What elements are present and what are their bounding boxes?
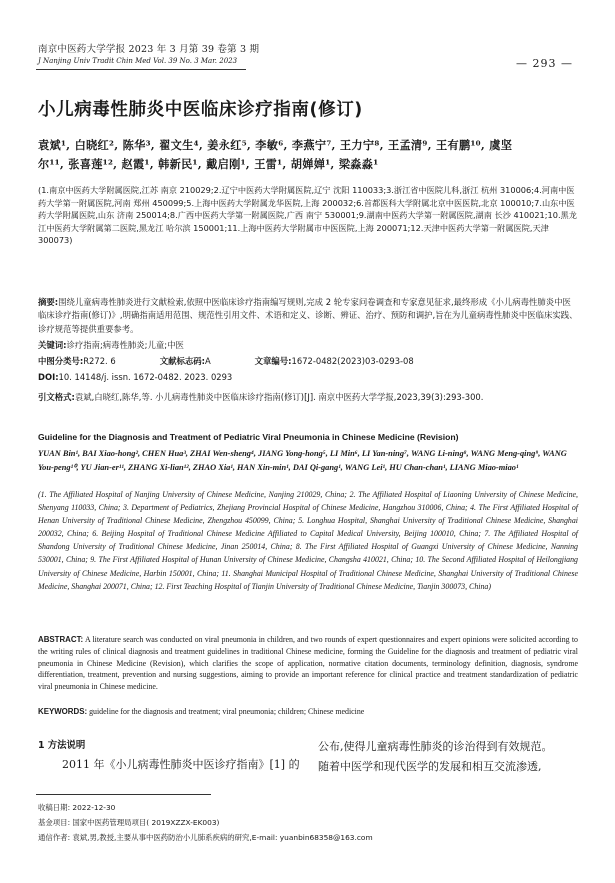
journal-header-cn: 南京中医药大学学报 2023 年 3 月第 39 卷第 3 期 bbox=[38, 44, 260, 55]
citation-label: 引文格式: bbox=[38, 392, 75, 402]
citation-format bbox=[38, 390, 578, 404]
clc-label: 中图分类号: bbox=[38, 356, 84, 366]
keywords-en-label: KEYWORDS: bbox=[38, 707, 88, 716]
doi-value[interactable]: 10. 14148/j. issn. 1672-0482. 2023. 0293 bbox=[58, 372, 233, 382]
author-line-2: 尔¹¹, 张喜莲¹², 赵霞¹, 韩新民¹, 戴启刚¹, 王雷¹, 胡婵婵¹, 梁淼淼¹ bbox=[38, 156, 379, 171]
section-heading: 1 方法说明 bbox=[38, 740, 86, 751]
affiliations-cn: (1.南京中医药大学附属医院,江苏 南京 210029;2.辽宁中医药大学附属医院,辽宁 沈阳 110033;3.浙江省中医院儿科,浙江 杭州 310006;4.河南中医药大学第一附属医院,河南 郑州 450099;5.上海中医药大学附属龙华医院,上海 200032;6.首都医科大学附属北京中医医院,北京 100010;7.山东中医药大学附属医院,山东 济南 250014;8.广西中医药大学第一附属医院,广西 南宁 530001;9.湖南中医药大学第一附属医院,湖南 长沙 410021;10.黑龙江中医药大学附属第二医院,黑龙江 哈尔滨 150001;11.上海中医药大学附属市中医医院,上海 200071;12.天津中医药大学第一附属医院,天津 300073) bbox=[38, 185, 577, 246]
clc-value: R272. 6 bbox=[83, 356, 116, 366]
affiliations-en: (1. The Affiliated Hospital of Nanjing University of Chinese Medicine, Nanjing 210029, China; 2. The Affiliated Hospital of Liaoning University of Chinese Medicine, Shenyang 110033, China; 3. Department of Pediatrics, Zhejiang Provincial Hospital of Chinese Medicine, Hangzhou 310006, China; 4. The First Affiliated Hospital of Henan University of Traditional Chinese Medicine, Zhengzhou 450099, China; 5. Longhua Hospital, Shanghai University of Traditional Chinese Medicine, Shanghai 200032, China; 6. Beijing Hospital of Traditional Chinese Medicine Affiliated to Capital Medical University, Beijing 100010, China; 7. The Affiliated Hospital of Shandong University of Traditional Chinese Medicine, Jinan 250014, China; 8. The First Affiliated Hospital of Guangxi University of Chinese Medicine, Nanning 530001, China; 9. The First Affiliated Hospital of Hunan University of Chinese Medicine, Changsha 410021, China; 10. The Second Affiliated Hospital of Heilongjiang University of Chinese Medicine, Harbin 150001, China; 11. Shanghai Municipal Hospital of Traditional Chinese Medicine, Shanghai University of Traditional Chinese Medicine, Shanghai 200071, China; 12. First Teaching Hospital of Tianjin University of Traditional Chinese Medicine, Tianjin 300073, China) bbox=[38, 490, 578, 591]
citation-text: 袁斌,白晓红,陈华,等. 小儿病毒性肺炎中医临床诊疗指南(修订)[J]. 南京中医药大学学报,2023,39(3):293-300. bbox=[74, 392, 484, 402]
body-text-left: 2011 年《小儿病毒性肺炎中医诊疗指南》[1] 的 bbox=[62, 758, 300, 771]
header-rule bbox=[36, 69, 246, 70]
article-title: 小儿病毒性肺炎中医临床诊疗指南(修订) bbox=[38, 100, 363, 120]
keywords-en bbox=[38, 707, 578, 716]
doi-label: DOI: bbox=[38, 372, 59, 382]
abstract-cn-text: 围绕儿童病毒性肺炎进行文献检索,依照中医临床诊疗指南编写规则,完成 2 轮专家问卷调查和专家意见征求,最终形成《小儿病毒性肺炎中医临床诊疗指南(修订)》,明确指南适用范围、规范性引用文件、术语和定义、诊断、辨证、治疗、预防和调护,旨在为儿童病毒性肺炎中医临床实践、诊疗规范等提供重要参考。 bbox=[38, 297, 578, 334]
footnote-received: 收稿日期: 2022-12-30 bbox=[38, 803, 116, 812]
article-title-en: Guideline for the Diagnosis and Treatment of Pediatric Viral Pneumonia in Chinese Medicine (Revision) bbox=[38, 432, 459, 442]
article-number-label: 文章编号: bbox=[254, 356, 292, 366]
body-text-right bbox=[318, 737, 580, 777]
footnote-rule bbox=[36, 794, 211, 795]
body-right-line-2: 随着中医学和现代医学的发展和相互交流渗透, bbox=[318, 760, 542, 773]
keywords-cn bbox=[38, 339, 578, 351]
keywords-cn-label: 关键词: bbox=[38, 340, 67, 350]
doc-code-label: 文献标志码: bbox=[159, 356, 205, 366]
abstract-en bbox=[38, 634, 578, 693]
author-list-en: YUAN Bin¹, BAI Xiao-hong², CHEN Hua³, ZHAI Wen-sheng⁴, JIANG Yong-hong⁵, LI Min⁶, LI Yan-ning⁷, WANG Li-ning⁸, WANG Meng-qing⁹, WANG You-peng¹⁰, YU Jian-er¹¹, ZHANG Xi-lian¹², ZHAO Xia¹, HAN Xin-min¹, DAI Qi-gang¹, WANG Lei¹, HU Chan-chan¹, LIANG Miao-miao¹ bbox=[38, 449, 567, 472]
author-line-1: 袁斌¹, 白晓红², 陈华³, 翟文生⁴, 姜永红⁵, 李敏⁶, 李燕宁⁷, 王力宁⁸, 王孟清⁹, 王有鹏¹⁰, 虞坚 bbox=[38, 138, 513, 152]
abstract-en-label: ABSTRACT: bbox=[38, 635, 84, 644]
article-number-value: 1672-0482(2023)03-0293-08 bbox=[291, 356, 414, 366]
abstract-cn bbox=[38, 296, 578, 336]
doi-line bbox=[38, 372, 578, 382]
page-number: — 293 — bbox=[516, 57, 573, 70]
body-right-line-1: 公布,使得儿童病毒性肺炎的诊治得到有效规范。 bbox=[318, 740, 553, 753]
author-list bbox=[38, 136, 578, 173]
abstract-en-text: A literature search was conducted on viral pneumonia in children, and two rounds of expert questionnaires and expert opinions were solicited according to the writing rules of clinical diagnosis and treatment guidelines in traditional Chinese medicine, forming the Guideline for the diagnosis and treatment of pediatric viral pneumonia in Chinese Medicine (Revision), which clarifies the scope of application, normative citation documents, terminology definition, diagnosis, syndrome differentiation, treatment, prevention and nursing suggestions, aiming to provide an important reference for clinical practice and treatment standardization of pediatric viral pneumonia in Chinese medicine. bbox=[38, 635, 578, 692]
footnote-fund: 基金项目: 国家中医药管理局项目( 2019XZZX-EK003) bbox=[38, 818, 220, 827]
keywords-en-text: guideline for the diagnosis and treatment; viral pneumonia; children; Chinese medicine bbox=[89, 707, 365, 716]
keywords-cn-text: 诊疗指南;病毒性肺炎;儿童;中医 bbox=[66, 340, 184, 350]
footnote-author: 通信作者: 袁斌,男,教授,主要从事中医药防治小儿肺系疾病的研究,E-mail: yuanbin68358@163.com bbox=[38, 833, 373, 842]
doc-code-value: A bbox=[204, 356, 211, 366]
abstract-cn-label: 摘要: bbox=[38, 297, 59, 307]
classification-line bbox=[38, 355, 578, 367]
journal-header-en: J Nanjing Univ Tradit Chin Med Vol. 39 No. 3 Mar. 2023 bbox=[38, 57, 238, 65]
